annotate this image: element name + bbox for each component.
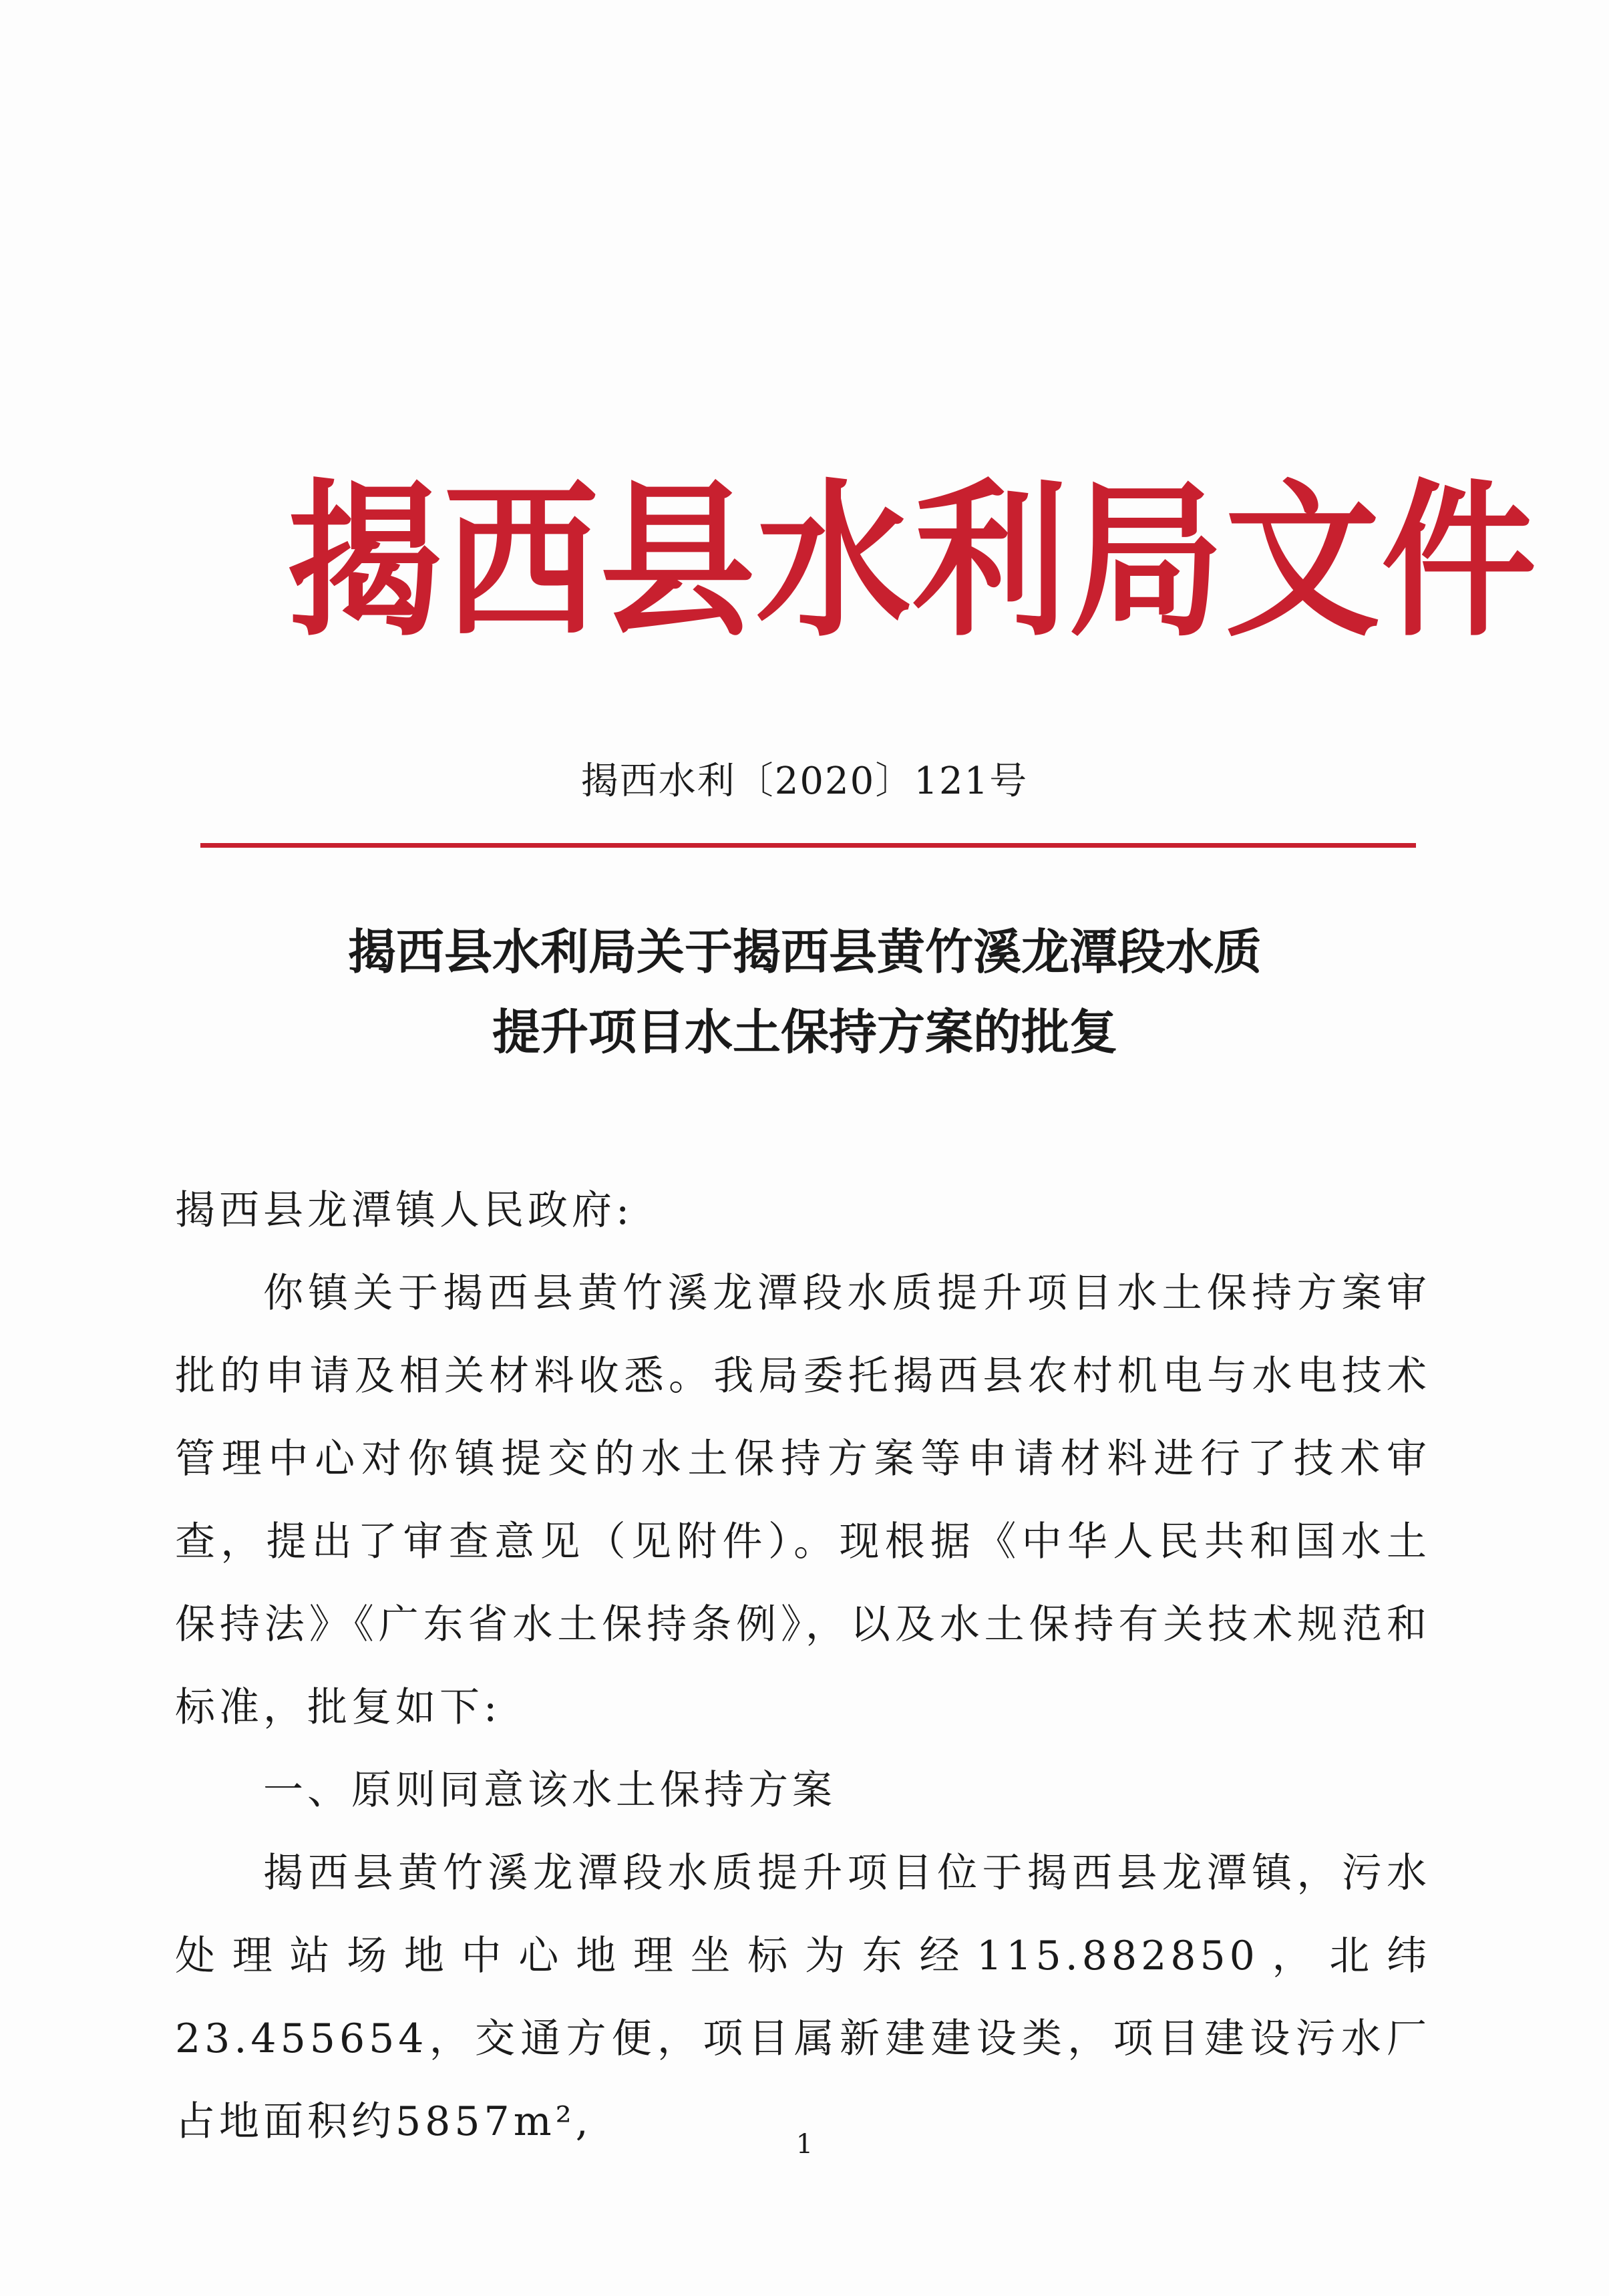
body-paragraph-1: 你镇关于揭西县黄竹溪龙潭段水质提升项目水土保持方案审批的申请及相关材料收悉。我局委托揭西县农村机电与水电技术管理中心对你镇提交的水土保持方案等申请材料进行了技术审查，提出了审查意见（见附件）。现根据《中华人民共和国水土保持法》《广东省水土保持条例》，以及水土保持有关技术规范和标准，批复如下: — [175, 1270, 1431, 1731]
body-paragraph-2: 揭西县黄竹溪龙潭段水质提升项目位于揭西县龙潭镇，污水处理站场地中心地理坐标为东经115.882850，北纬23.455654，交通方便，项目属新建建设类，项目建设污水厂占地面积约5857m², — [175, 1850, 1431, 2145]
document-number: 揭西水利〔2020〕121号 — [580, 760, 1029, 803]
document-title — [167, 912, 1443, 1072]
addressee: 揭西县龙潭镇人民政府: — [175, 1187, 634, 1234]
red-divider-line — [200, 843, 1416, 848]
section-heading-1: 一、原则同意该水土保持方案 — [263, 1767, 836, 1814]
issuing-authority-header: 揭西县水利局文件 — [287, 462, 1538, 659]
page-number: 1 — [795, 2129, 814, 2160]
document-title-line-1: 揭西县水利局关于揭西县黄竹溪龙潭段水质 — [347, 923, 1262, 980]
document-title-line-2: 提升项目水土保持方案的批复 — [492, 1003, 1117, 1060]
document-body — [175, 1169, 1431, 2163]
